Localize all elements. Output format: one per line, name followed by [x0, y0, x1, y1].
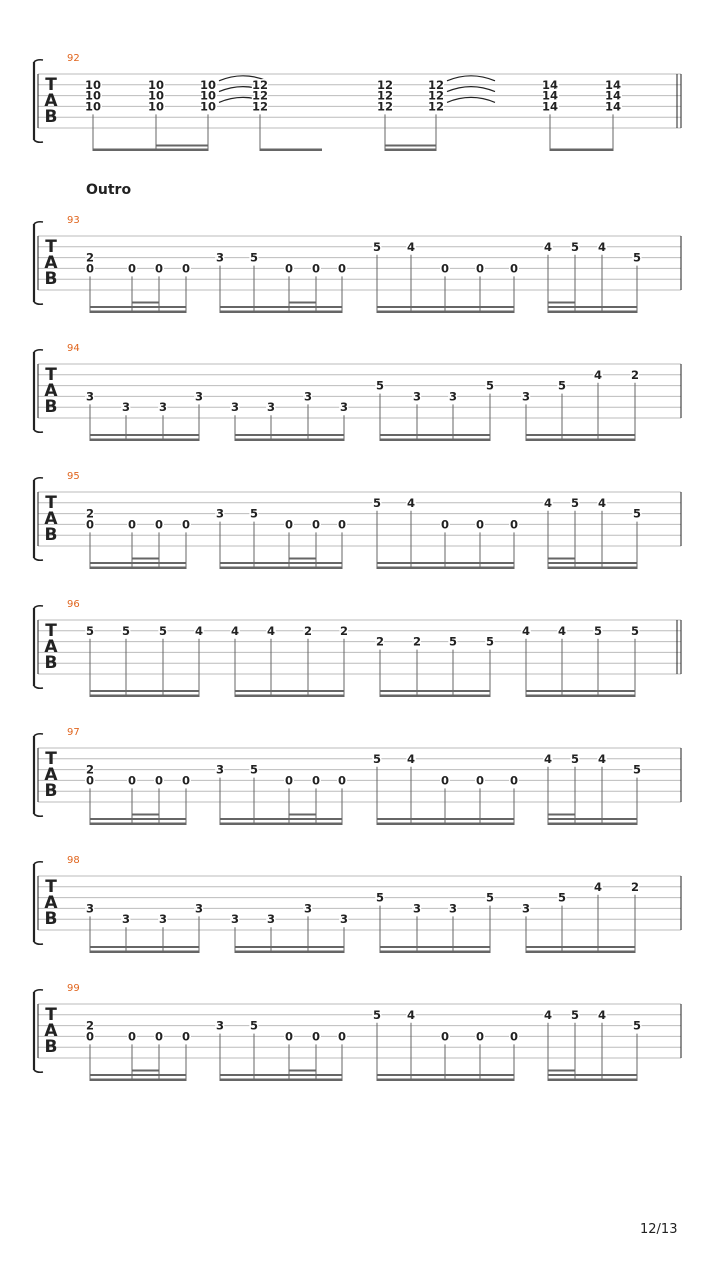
- fret-number: 3: [339, 912, 349, 927]
- beam-secondary: [377, 562, 514, 564]
- fret-number: 0: [284, 1029, 294, 1044]
- fret-number: 10: [84, 88, 102, 103]
- beam-secondary: [220, 1074, 342, 1076]
- fret-number: 3: [266, 912, 276, 927]
- beam-secondary: [377, 1074, 514, 1076]
- beam-secondary: [380, 690, 490, 692]
- fret-number: 5: [632, 762, 642, 777]
- fret-number: 4: [543, 1007, 553, 1022]
- fret-number: 5: [632, 1018, 642, 1033]
- fret-number: 3: [194, 901, 204, 916]
- fret-number: 4: [543, 239, 553, 254]
- beam-primary: [526, 695, 635, 698]
- tab-clef-letter: A: [44, 765, 58, 785]
- measure-number: 97: [67, 727, 80, 738]
- beam-secondary: [548, 562, 637, 564]
- fret-number: 4: [406, 495, 416, 510]
- beam-tertiary: [289, 1070, 316, 1072]
- fret-number: 0: [284, 261, 294, 276]
- tab-system-93: [34, 215, 681, 313]
- beam-secondary: [90, 306, 186, 308]
- beam-primary: [235, 439, 344, 442]
- fret-number: 5: [249, 250, 259, 265]
- fret-number: 14: [541, 77, 559, 92]
- beam-tertiary: [548, 558, 575, 560]
- fret-number: 3: [412, 389, 422, 404]
- fret-number: 5: [485, 634, 495, 649]
- fret-number: 3: [215, 506, 225, 521]
- fret-number: 0: [127, 773, 137, 788]
- fret-number: 0: [440, 517, 450, 532]
- fret-number: 5: [372, 751, 382, 766]
- fret-number: 0: [509, 773, 519, 788]
- fret-number: 10: [84, 99, 102, 114]
- fret-number: 5: [249, 762, 259, 777]
- beam-primary: [377, 567, 514, 570]
- fret-number: 5: [485, 890, 495, 905]
- fret-number: 0: [127, 1029, 137, 1044]
- beam-primary: [90, 951, 199, 954]
- fret-number: 3: [412, 901, 422, 916]
- section-label-outro: Outro: [86, 182, 132, 198]
- fret-number: 3: [521, 389, 531, 404]
- fret-number: 4: [597, 1007, 607, 1022]
- fret-number: 0: [311, 1029, 321, 1044]
- fret-number: 5: [375, 890, 385, 905]
- tab-clef-letter: B: [44, 107, 58, 127]
- fret-number: 5: [557, 890, 567, 905]
- beam-primary: [526, 439, 635, 442]
- fret-number: 0: [475, 517, 485, 532]
- beam-primary: [385, 149, 436, 152]
- bracket-hook-bottom: [34, 302, 43, 304]
- beam-primary: [90, 1079, 186, 1082]
- fret-number: 5: [85, 623, 95, 638]
- tab-clef-letter: T: [45, 237, 57, 257]
- tab-system-97: [34, 727, 681, 825]
- tab-clef-letter: T: [45, 749, 57, 769]
- fret-number: 0: [181, 773, 191, 788]
- bracket-hook-top: [34, 222, 43, 224]
- fret-number: 0: [337, 773, 347, 788]
- fret-number: 5: [249, 1018, 259, 1033]
- beam-primary: [380, 695, 490, 698]
- fret-number: 5: [557, 378, 567, 393]
- fret-number: 0: [509, 261, 519, 276]
- tie-arc: [447, 87, 495, 92]
- fret-number: 5: [593, 623, 603, 638]
- fret-number: 0: [154, 261, 164, 276]
- fret-number: 0: [284, 773, 294, 788]
- fret-number: 5: [158, 623, 168, 638]
- tab-clef-letter: T: [45, 493, 57, 513]
- fret-number: 5: [485, 378, 495, 393]
- tab-clef-letter: T: [45, 1005, 57, 1025]
- fret-number: 4: [543, 751, 553, 766]
- fret-number: 4: [521, 623, 531, 638]
- measure-number: 99: [67, 983, 80, 994]
- tab-system-92: [34, 53, 681, 151]
- fret-number: 4: [230, 623, 240, 638]
- beam-tertiary: [132, 302, 159, 304]
- beam-primary: [548, 567, 637, 570]
- beam-tertiary: [132, 1070, 159, 1072]
- fret-number: 4: [406, 239, 416, 254]
- beam-secondary: [235, 434, 344, 436]
- fret-number: 0: [475, 1029, 485, 1044]
- fret-number: 5: [632, 506, 642, 521]
- measure-number: 94: [67, 343, 80, 354]
- fret-number: 2: [339, 623, 349, 638]
- fret-number: 3: [303, 901, 313, 916]
- fret-number: 0: [85, 261, 95, 276]
- beam-primary: [377, 311, 514, 314]
- fret-number: 0: [475, 261, 485, 276]
- beam-tertiary: [548, 302, 575, 304]
- bracket-hook-bottom: [34, 1070, 43, 1072]
- fret-number: 0: [509, 517, 519, 532]
- fret-number: 3: [303, 389, 313, 404]
- measure-number: 95: [67, 471, 80, 482]
- beam-secondary: [90, 434, 199, 436]
- tab-clef-letter: B: [44, 525, 58, 545]
- fret-number: 5: [375, 378, 385, 393]
- fret-number: 4: [593, 367, 603, 382]
- beam-primary: [235, 951, 344, 954]
- fret-number: 0: [127, 261, 137, 276]
- fret-number: 12: [376, 77, 394, 92]
- fret-number: 2: [630, 879, 640, 894]
- bracket-hook-bottom: [34, 430, 43, 432]
- fret-number: 2: [303, 623, 313, 638]
- fret-number: 0: [440, 261, 450, 276]
- fret-number: 5: [372, 1007, 382, 1022]
- fret-number: 4: [266, 623, 276, 638]
- fret-number: 5: [570, 495, 580, 510]
- fret-number: 5: [570, 1007, 580, 1022]
- fret-number: 12: [251, 99, 269, 114]
- tab-system-95: [34, 471, 681, 569]
- tab-system-96: [34, 599, 681, 697]
- tab-clef-letter: A: [44, 1021, 58, 1041]
- tie-arc: [447, 76, 495, 81]
- beam-secondary: [90, 690, 199, 692]
- fret-number: 0: [440, 1029, 450, 1044]
- fret-number: 0: [337, 261, 347, 276]
- fret-number: 0: [181, 261, 191, 276]
- fret-number: 0: [311, 261, 321, 276]
- beam-primary: [90, 439, 199, 442]
- fret-number: 4: [597, 495, 607, 510]
- beam-secondary: [90, 818, 186, 820]
- fret-number: 12: [251, 88, 269, 103]
- fret-number: 3: [339, 400, 349, 415]
- tie-arc: [447, 97, 495, 102]
- fret-number: 14: [541, 88, 559, 103]
- beam-tertiary: [289, 814, 316, 816]
- beam-primary: [550, 149, 613, 152]
- fret-number: 14: [604, 99, 622, 114]
- beam-secondary: [377, 306, 514, 308]
- fret-number: 2: [375, 634, 385, 649]
- beam-secondary: [548, 1074, 637, 1076]
- bracket-hook-top: [34, 350, 43, 352]
- fret-number: 3: [121, 912, 131, 927]
- beam-primary: [90, 567, 186, 570]
- fret-number: 2: [85, 250, 95, 265]
- fret-number: 4: [406, 1007, 416, 1022]
- tab-clef-letter: B: [44, 1037, 58, 1057]
- fret-number: 3: [215, 1018, 225, 1033]
- fret-number: 10: [84, 77, 102, 92]
- tab-clef-letter: A: [44, 637, 58, 657]
- fret-number: 0: [311, 773, 321, 788]
- fret-number: 10: [147, 77, 165, 92]
- fret-number: 0: [311, 517, 321, 532]
- fret-number: 10: [147, 99, 165, 114]
- beam-secondary: [377, 818, 514, 820]
- fret-number: 3: [266, 400, 276, 415]
- fret-number: 5: [372, 239, 382, 254]
- measure-number: 92: [67, 53, 80, 64]
- beam-primary: [90, 695, 199, 698]
- beam-secondary: [526, 690, 635, 692]
- fret-number: 5: [570, 751, 580, 766]
- tab-clef-letter: T: [45, 365, 57, 385]
- beam-secondary: [526, 434, 635, 436]
- beam-tertiary: [132, 558, 159, 560]
- tab-clef-letter: T: [45, 621, 57, 641]
- fret-number: 14: [604, 77, 622, 92]
- fret-number: 0: [154, 1029, 164, 1044]
- beam-secondary: [235, 690, 344, 692]
- fret-number: 0: [284, 517, 294, 532]
- fret-number: 3: [85, 389, 95, 404]
- fret-number: 0: [85, 773, 95, 788]
- tab-system-98: [34, 855, 681, 953]
- fret-number: 0: [127, 517, 137, 532]
- beam-primary: [548, 1079, 637, 1082]
- bracket-hook-top: [34, 606, 43, 608]
- bracket-hook-top: [34, 734, 43, 736]
- fret-number: 12: [427, 99, 445, 114]
- fret-number: 4: [597, 239, 607, 254]
- beam-primary: [90, 823, 186, 826]
- fret-number: 5: [372, 495, 382, 510]
- fret-number: 3: [230, 912, 240, 927]
- fret-number: 2: [85, 506, 95, 521]
- fret-number: 2: [630, 367, 640, 382]
- beam-tertiary: [548, 1070, 575, 1072]
- beam-primary: [377, 1079, 514, 1082]
- beam-primary: [220, 311, 342, 314]
- fret-number: 3: [448, 901, 458, 916]
- fret-number: 0: [509, 1029, 519, 1044]
- beam-secondary: [220, 306, 342, 308]
- bracket-hook-top: [34, 862, 43, 864]
- fret-number: 14: [541, 99, 559, 114]
- bracket-hook-bottom: [34, 140, 43, 142]
- beam-primary: [220, 823, 342, 826]
- beam-tertiary: [548, 814, 575, 816]
- beam-secondary: [385, 145, 436, 147]
- fret-number: 3: [215, 762, 225, 777]
- fret-number: 5: [448, 634, 458, 649]
- bracket-hook-bottom: [34, 558, 43, 560]
- beam-primary: [260, 149, 322, 152]
- bracket-hook-top: [34, 990, 43, 992]
- beam-tertiary: [289, 302, 316, 304]
- fret-number: 0: [85, 517, 95, 532]
- beam-primary: [90, 311, 186, 314]
- tab-clef-letter: T: [45, 877, 57, 897]
- fret-number: 0: [337, 517, 347, 532]
- fret-number: 4: [406, 751, 416, 766]
- tab-clef-letter: B: [44, 269, 58, 289]
- tab-clef-letter: A: [44, 253, 58, 273]
- fret-number: 10: [199, 88, 217, 103]
- beam-tertiary: [132, 814, 159, 816]
- tab-clef-letter: A: [44, 91, 58, 111]
- page-number: 12/13: [640, 1222, 678, 1237]
- fret-number: 0: [475, 773, 485, 788]
- beam-secondary: [156, 145, 208, 147]
- beam-primary: [93, 149, 208, 152]
- beam-primary: [235, 695, 344, 698]
- bracket-hook-bottom: [34, 686, 43, 688]
- bracket-hook-top: [34, 60, 43, 62]
- fret-number: 3: [230, 400, 240, 415]
- fret-number: 3: [215, 250, 225, 265]
- fret-number: 0: [337, 1029, 347, 1044]
- fret-number: 4: [557, 623, 567, 638]
- bracket-hook-bottom: [34, 814, 43, 816]
- beam-primary: [380, 951, 490, 954]
- measure-number: 96: [67, 599, 80, 610]
- beam-secondary: [90, 1074, 186, 1076]
- beam-primary: [220, 567, 342, 570]
- fret-number: 0: [154, 517, 164, 532]
- fret-number: 4: [597, 751, 607, 766]
- fret-number: 10: [199, 99, 217, 114]
- tab-system-94: [34, 343, 681, 441]
- tab-clef-letter: B: [44, 909, 58, 929]
- beam-tertiary: [289, 558, 316, 560]
- fret-number: 12: [376, 99, 394, 114]
- beam-secondary: [526, 946, 635, 948]
- fret-number: 4: [593, 879, 603, 894]
- fret-number: 4: [194, 623, 204, 638]
- beam-primary: [380, 439, 490, 442]
- beam-primary: [377, 823, 514, 826]
- fret-number: 0: [440, 773, 450, 788]
- fret-number: 0: [154, 773, 164, 788]
- fret-number: 5: [632, 250, 642, 265]
- fret-number: 3: [85, 901, 95, 916]
- tab-clef-letter: A: [44, 893, 58, 913]
- fret-number: 12: [427, 77, 445, 92]
- fret-number: 3: [448, 389, 458, 404]
- beam-primary: [548, 823, 637, 826]
- fret-number: 0: [85, 1029, 95, 1044]
- bracket-hook-top: [34, 478, 43, 480]
- fret-number: 5: [630, 623, 640, 638]
- beam-secondary: [380, 946, 490, 948]
- tab-clef-letter: B: [44, 397, 58, 417]
- fret-number: 5: [570, 239, 580, 254]
- fret-number: 10: [147, 88, 165, 103]
- beam-secondary: [220, 562, 342, 564]
- tab-clef-letter: B: [44, 653, 58, 673]
- fret-number: 5: [249, 506, 259, 521]
- fret-number: 3: [158, 400, 168, 415]
- measure-number: 93: [67, 215, 80, 226]
- fret-number: 3: [521, 901, 531, 916]
- beam-secondary: [90, 562, 186, 564]
- fret-number: 12: [376, 88, 394, 103]
- measure-number: 98: [67, 855, 80, 866]
- tab-clef-letter: A: [44, 381, 58, 401]
- beam-secondary: [220, 818, 342, 820]
- beam-secondary: [380, 434, 490, 436]
- beam-secondary: [548, 306, 637, 308]
- beam-secondary: [90, 946, 199, 948]
- beam-secondary: [235, 946, 344, 948]
- tab-clef-letter: T: [45, 75, 57, 95]
- fret-number: 2: [85, 762, 95, 777]
- beam-secondary: [548, 818, 637, 820]
- fret-number: 2: [85, 1018, 95, 1033]
- tab-system-99: [34, 983, 681, 1081]
- fret-number: 12: [251, 77, 269, 92]
- beam-primary: [548, 311, 637, 314]
- tab-clef-letter: A: [44, 509, 58, 529]
- fret-number: 4: [543, 495, 553, 510]
- fret-number: 5: [121, 623, 131, 638]
- fret-number: 10: [199, 77, 217, 92]
- fret-number: 2: [412, 634, 422, 649]
- fret-number: 3: [121, 400, 131, 415]
- bracket-hook-bottom: [34, 942, 43, 944]
- beam-primary: [220, 1079, 342, 1082]
- fret-number: 3: [158, 912, 168, 927]
- fret-number: 12: [427, 88, 445, 103]
- fret-number: 0: [181, 517, 191, 532]
- fret-number: 3: [194, 389, 204, 404]
- tab-clef-letter: B: [44, 781, 58, 801]
- fret-number: 14: [604, 88, 622, 103]
- fret-number: 0: [181, 1029, 191, 1044]
- beam-primary: [526, 951, 635, 954]
